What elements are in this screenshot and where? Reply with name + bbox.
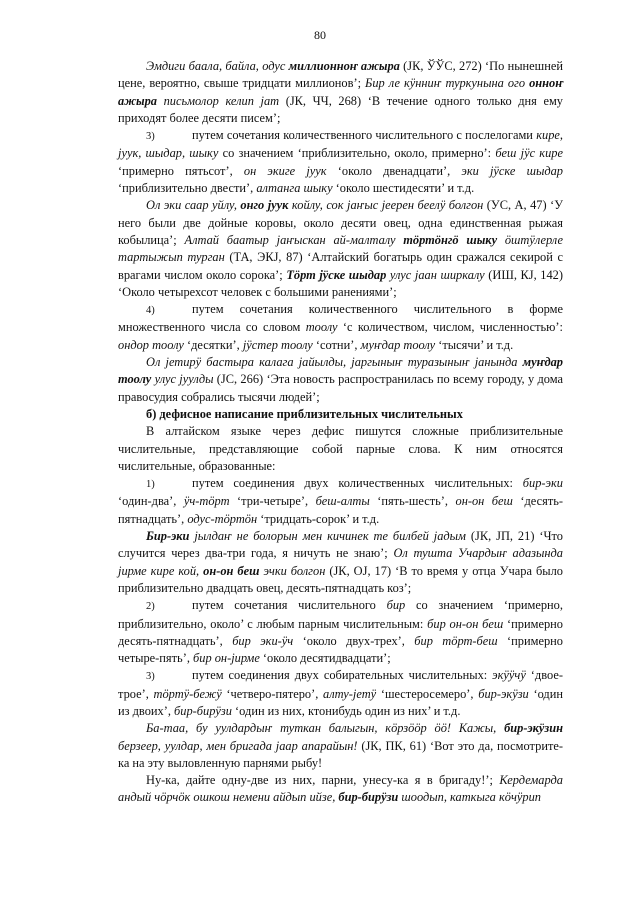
numbered-paragraph: 1) путем соединения двух количественных числительных: бир-эки ‘один-два’, ӱч-тӧрт ‘три-четыре’, беш-алты ‘пять-шесть’, он-он беш ‘десять-пятнадцать’, одус-тӧртӧн ‘тридцать-сорок’ и т.д. xyxy=(118,476,564,526)
numbered-paragraph: 4) путем сочетания количественного числительного в форме множественного числа со словом тоолу ‘с количеством, числом, численностью’: ондор тоолу ‘десятки’, јӱстер тоолу ‘сотни’, муҥдар тоолу ‘тысячи’ и т.д. xyxy=(118,302,563,352)
item-number: 2) xyxy=(146,601,155,613)
section-heading: б) дефисное написание приблизительных числительных xyxy=(146,406,463,421)
page-number: 80 xyxy=(314,28,326,42)
body-paragraph: Эмдиги баала, байла, одус миллионноҥ ажыра (ЈК, ЎЎС, 272) ‘По нынешней цене, вероятно, свыше тридцати миллионов’; Бир ле кӱнниҥ туркунына ого онноҥ ажыра письмолор келип јат (ЈК, ЧЧ, 268) ‘В течение одного только дня ему приходят более десяти писем’; xyxy=(118,59,564,125)
body-paragraph: Ол јетирӱ бастыра калага јайылды, јаргыныҥ туразыныҥ јанында муҥдар тоолу улус јуулды (ЈС, 266) ‘Эта новость распространилась по всему городу, у дома правосудия собрались тысячи людей’; xyxy=(118,355,563,404)
item-number: 4) xyxy=(146,305,155,317)
item-number: 3) xyxy=(146,671,155,683)
numbered-paragraph: 2) путем сочетания числительного бир со значением ‘примерно, приблизительно, около’ с любым парным числительным: бир он-он беш ‘примерно десять-пятнадцать’, бир эки-ӱч ‘около двух-трех’, бир тӧрт-беш ‘примерно четыре-пять’, бир он-јирме ‘около десятидвадцати’; xyxy=(118,598,563,666)
numbered-paragraph: 3) путем сочетания количественного числительного с послелогами кире, јуук, шыдар, шыку со значением ‘приблизительно, около, примерно’: беш јӱс кире ‘примерно пятьсот’, он экиге јуук ‘около двенадцати’, эки јӱске шыдар ‘приблизительно двести’, алтанга шыку ‘около шестидесяти’ и т.д. xyxy=(118,128,563,196)
numbered-paragraph: 3) путем соединения двух собирательных числительных: экӱӱчӱ ‘двое-трое’, тӧртӱ-бежӱ ‘четверо-пятеро’, алту-јетӱ ‘шестеросемеро’, бир-экӱзи ‘один из двоих’, бир-бирӱзи ‘один из них, ктонибудь один из них’ и т.д. xyxy=(118,668,563,718)
body-paragraph: Ба-таа, бу уулдардыҥ туткан балыгын, кӧрзӧӧр ӧӧ! Кажы, бир-экӱзин берзеер, уулдар, мен бригада јаар апарайын! (ЈК, ПК, 61) ‘Вот это да, посмотрите-ка на эту выловленную парнями рыбу! xyxy=(118,721,563,770)
body-paragraph: Ол эки саар уйлу, онго јуук койлу, сок јаҥыс јеерен беелӱ болгон (УС, А, 47) ‘У него были две дойные коровы, около десяти овец, одна единственная рыжая кобылица’; Алтай баатыр јаҥыскан ай-малталу тӧртӧнгӧ шыку ӧштӱлерле тартыжып турган (ТА, ЭКЈ, 87) ‘Алтайский богатырь один сражался секирой с врагами числом около сорока’; Тӧрт јӱске шыдар улус јаан ширкалу (ИШ, КЈ, 142) ‘Около четырехсот человек с большими ранениями’; xyxy=(118,198,564,299)
body-paragraph: Бир-эки јылдаҥ не болорын мен кичинек те билбей јадым (ЈК, ЈП, 21) ‘Что случится через два-три года, я ничуть не знаю’; Ол тушта Учардыҥ адазында јирме кире кой, он-он беш эчки болгон (ЈК, ОЈ, 17) ‘В то время у отца Учара было приблизительно двадцать овец, десять-пятнадцать коз’; xyxy=(118,529,563,595)
item-number: 1) xyxy=(146,479,155,491)
item-number: 3) xyxy=(146,131,155,143)
body-paragraph: Ну-ка, дайте одну-две из них, парни, унесу-ка я в бригаду!’; Кердемарда андый чӧрчӧк ошкош немени айдып ийзе, бир-бирӱзи шоодып, каткыга кӧчӱрип xyxy=(118,773,563,805)
body-paragraph: В алтайском языке через дефис пишутся сложные приблизительные числительные, представляющие собой парные слова. К ним относятся числительные, образованные: xyxy=(118,424,563,473)
page-body xyxy=(118,58,563,807)
